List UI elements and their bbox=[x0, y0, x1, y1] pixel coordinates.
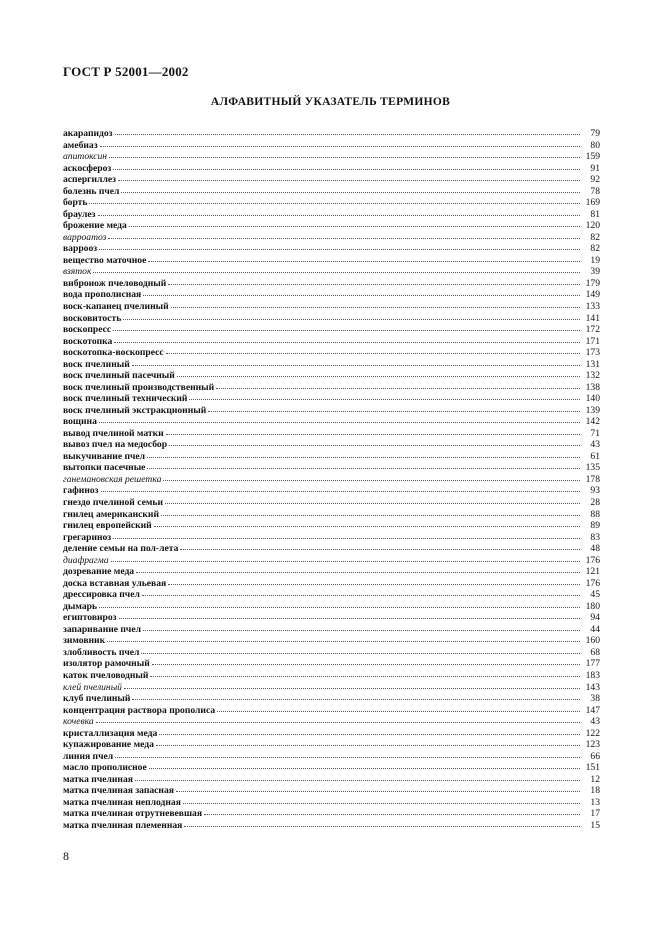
index-entry bbox=[63, 497, 600, 509]
dot-leader bbox=[99, 421, 580, 423]
index-term: дымарь bbox=[63, 600, 98, 612]
dot-leader bbox=[208, 410, 580, 412]
index-page-number: 173 bbox=[585, 347, 600, 359]
dot-leader bbox=[115, 133, 580, 135]
index-page-number: 172 bbox=[585, 324, 600, 336]
dot-leader bbox=[115, 756, 580, 758]
index-entry bbox=[63, 370, 600, 382]
index-term: клуб пчелиный bbox=[63, 693, 131, 705]
dot-leader bbox=[119, 617, 580, 619]
index-entry bbox=[63, 382, 600, 394]
index-entry bbox=[63, 532, 600, 544]
index-term: акарапидоз bbox=[63, 128, 113, 139]
index-page-number: 120 bbox=[585, 220, 600, 232]
dot-leader bbox=[163, 479, 580, 481]
index-page-number: 13 bbox=[590, 796, 600, 808]
index-term: вывод пчелиной матки bbox=[63, 427, 164, 439]
index-page-number: 183 bbox=[585, 669, 600, 681]
index-term: браулез bbox=[63, 208, 96, 220]
index-term: изолятор рамочный bbox=[63, 658, 150, 670]
index-page-number: 80 bbox=[590, 139, 600, 151]
index-term: клей пчелиный bbox=[63, 681, 122, 693]
index-page-number: 139 bbox=[585, 404, 600, 416]
index-page-number: 122 bbox=[585, 727, 600, 739]
dot-leader bbox=[216, 387, 580, 389]
index-term: варрооз bbox=[63, 243, 98, 255]
index-term: матка пчелиная неплодная bbox=[63, 796, 181, 808]
index-entry bbox=[63, 347, 600, 359]
index-entry bbox=[63, 439, 600, 451]
index-page-number: 138 bbox=[585, 381, 600, 393]
dot-leader bbox=[169, 444, 580, 446]
index-entry bbox=[63, 693, 600, 705]
index-entry bbox=[63, 739, 600, 751]
dot-leader bbox=[180, 548, 580, 550]
index-page-number: 121 bbox=[585, 566, 600, 578]
index-entry bbox=[63, 635, 600, 647]
index-page-number: 93 bbox=[590, 485, 600, 497]
index-term: воск пчелиный bbox=[63, 358, 130, 370]
index-term: выкучивание пчел bbox=[63, 450, 146, 462]
index-page-number: 89 bbox=[590, 520, 600, 532]
index-entry bbox=[63, 128, 600, 140]
index-page-number: 171 bbox=[585, 335, 600, 347]
dot-leader bbox=[124, 687, 580, 689]
index-term: воск пчелиный технический bbox=[63, 393, 188, 405]
index-term: болезнь пчел bbox=[63, 185, 120, 197]
index-entry bbox=[63, 220, 600, 232]
index-term: масло прополисное bbox=[63, 762, 147, 774]
index-page-number: 17 bbox=[590, 808, 600, 820]
dot-leader bbox=[149, 767, 580, 769]
index-page-number: 160 bbox=[585, 635, 600, 647]
dot-leader bbox=[168, 583, 580, 585]
index-entry bbox=[63, 774, 600, 786]
index-page-number: 141 bbox=[585, 312, 600, 324]
dot-leader bbox=[166, 352, 580, 354]
index-entry bbox=[63, 209, 600, 221]
index-entry bbox=[63, 428, 600, 440]
index-page-number: 71 bbox=[590, 427, 600, 439]
index-page-number: 48 bbox=[590, 543, 600, 555]
index-term: восковитость bbox=[63, 312, 122, 324]
index-entry bbox=[63, 197, 600, 209]
index-term: вытопки пасечные bbox=[63, 462, 146, 474]
index-page-number: 83 bbox=[590, 531, 600, 543]
index-term: запаривание пчел bbox=[63, 623, 141, 635]
index-page-number: 43 bbox=[590, 439, 600, 451]
dot-leader bbox=[99, 248, 580, 250]
index-term: аспергиллез bbox=[63, 174, 116, 186]
index-term: воск-капанец пчелиный bbox=[63, 300, 169, 312]
index-term: диафрагма bbox=[63, 554, 109, 566]
dot-leader bbox=[98, 214, 581, 216]
dot-leader bbox=[156, 744, 580, 746]
index-page-number: 140 bbox=[585, 393, 600, 405]
index-entry bbox=[63, 163, 600, 175]
index-page-number: 94 bbox=[590, 612, 600, 624]
dot-leader bbox=[204, 813, 580, 815]
dot-leader bbox=[96, 721, 580, 723]
page-title: АЛФАВИТНЫЙ УКАЗАТЕЛЬ ТЕРМИНОВ bbox=[210, 96, 451, 108]
index-page-number: 18 bbox=[590, 785, 600, 797]
dot-leader bbox=[148, 260, 580, 262]
dot-leader bbox=[113, 168, 580, 170]
index-term: воскотопка bbox=[63, 335, 113, 347]
dot-leader bbox=[100, 145, 580, 147]
index-page-number: 169 bbox=[585, 197, 600, 209]
index-entry bbox=[63, 808, 600, 820]
index-entry bbox=[63, 151, 600, 163]
index-term: дрессировка пчел bbox=[63, 589, 140, 601]
dot-leader bbox=[141, 652, 580, 654]
index-term: воск пчелиный экстракционный bbox=[63, 404, 207, 416]
index-page-number: 78 bbox=[590, 185, 600, 197]
dot-leader bbox=[152, 663, 580, 665]
index-entry bbox=[63, 174, 600, 186]
dot-leader bbox=[123, 318, 580, 320]
index-page-number: 132 bbox=[585, 370, 600, 382]
page-number: 8 bbox=[63, 849, 69, 863]
index-term: матка пчелиная запасная bbox=[63, 785, 174, 797]
index-entry bbox=[63, 797, 600, 809]
index-entry bbox=[63, 820, 600, 832]
dot-leader bbox=[168, 283, 580, 285]
index-term: кочевка bbox=[63, 716, 94, 728]
index-term: купажирование меда bbox=[63, 739, 154, 751]
index-page-number: 28 bbox=[590, 497, 600, 508]
dot-leader bbox=[154, 525, 580, 527]
index-term: амебиаз bbox=[63, 139, 98, 151]
index-term: зимовник bbox=[63, 635, 106, 647]
index-page-number: 149 bbox=[585, 289, 600, 301]
dot-leader bbox=[217, 710, 580, 712]
dot-leader bbox=[142, 594, 580, 596]
dot-leader bbox=[107, 640, 580, 642]
index-page-number: 88 bbox=[590, 508, 600, 520]
dot-leader bbox=[147, 456, 580, 458]
index-entry bbox=[63, 474, 600, 486]
index-entry bbox=[63, 647, 600, 659]
dot-leader bbox=[132, 364, 580, 366]
index-page-number: 177 bbox=[585, 658, 600, 670]
index-page-number: 43 bbox=[590, 716, 600, 728]
dot-leader bbox=[101, 490, 581, 492]
index-entry bbox=[63, 520, 600, 532]
dot-leader bbox=[108, 237, 580, 239]
index-entry bbox=[63, 313, 600, 325]
index-page-number: 15 bbox=[590, 819, 600, 831]
index-page-number: 147 bbox=[585, 704, 600, 716]
index-entry bbox=[63, 416, 600, 428]
index-page-number: 133 bbox=[585, 300, 600, 312]
index-term: воск пчелиный пасечный bbox=[63, 370, 175, 382]
index-page-number: 12 bbox=[590, 773, 600, 785]
dot-leader bbox=[109, 156, 580, 158]
dot-leader bbox=[143, 294, 580, 296]
dot-leader bbox=[113, 537, 580, 539]
index-term: дозревание меда bbox=[63, 566, 135, 578]
index-term: гнилец европейский bbox=[63, 520, 152, 532]
dot-leader bbox=[143, 629, 580, 631]
index-entry bbox=[63, 762, 600, 774]
dot-leader bbox=[147, 467, 580, 469]
index-page-number: 66 bbox=[590, 750, 600, 762]
index-entry bbox=[63, 705, 600, 717]
index-entry bbox=[63, 243, 600, 255]
dot-leader bbox=[166, 433, 580, 435]
index-page-number: 82 bbox=[590, 231, 600, 243]
index-term: матка пчелиная отрутневевшая bbox=[63, 808, 203, 820]
dot-leader bbox=[159, 733, 580, 735]
index-page-number: 151 bbox=[585, 762, 600, 774]
index-page-number: 178 bbox=[585, 473, 600, 485]
index-page-number: 142 bbox=[585, 416, 600, 428]
index-term: борть bbox=[63, 197, 88, 209]
index-page-number: 180 bbox=[585, 600, 600, 612]
index-term: вещество маточное bbox=[63, 254, 147, 266]
index-page-number: 44 bbox=[590, 623, 600, 635]
index-page-number: 19 bbox=[590, 254, 600, 266]
index-page-number: 45 bbox=[590, 589, 600, 601]
index-term: злобливость пчел bbox=[63, 646, 140, 658]
dot-leader bbox=[132, 698, 580, 700]
index-entry bbox=[63, 336, 600, 348]
index-entry bbox=[63, 612, 600, 624]
index-entry bbox=[63, 785, 600, 797]
index-entry bbox=[63, 543, 600, 555]
index-page-number: 179 bbox=[585, 277, 600, 289]
index-term: ганемановская решетка bbox=[63, 473, 162, 485]
index-entry bbox=[63, 278, 600, 290]
index-page-number: 131 bbox=[585, 358, 600, 370]
index-entry bbox=[63, 232, 600, 244]
index-entry bbox=[63, 266, 600, 278]
index-term: воскопресс bbox=[63, 324, 112, 336]
dot-leader bbox=[150, 675, 580, 677]
dot-leader bbox=[161, 514, 580, 516]
index-entry bbox=[63, 393, 600, 405]
index-term: вода прополисная bbox=[63, 289, 142, 301]
index-term: деление семьи на пол-лета bbox=[63, 543, 179, 555]
index-page-number: 68 bbox=[590, 646, 600, 658]
dot-leader bbox=[114, 341, 580, 343]
index-page-number: 123 bbox=[585, 739, 600, 751]
index-entry bbox=[63, 578, 600, 590]
index-term: взяток bbox=[63, 266, 92, 278]
index-term: грегариноз bbox=[63, 531, 112, 543]
dot-leader bbox=[171, 306, 580, 308]
dot-leader bbox=[129, 225, 580, 227]
index-entry bbox=[63, 359, 600, 371]
index-term: гнилец американский bbox=[63, 508, 159, 520]
index-entry bbox=[63, 324, 600, 336]
index-entry bbox=[63, 682, 600, 694]
index-term: линия пчел bbox=[63, 750, 114, 762]
index-term: воск пчелиный производственный bbox=[63, 381, 215, 393]
index-term: апитоксин bbox=[63, 151, 108, 163]
index-term: воскотопка-воскопресс bbox=[63, 347, 164, 359]
index-entry bbox=[63, 462, 600, 474]
index-term: варроатоз bbox=[63, 231, 107, 243]
index-term: вощина bbox=[63, 416, 97, 428]
index-page-number: 79 bbox=[590, 128, 600, 139]
term-index-list bbox=[63, 128, 600, 831]
index-page-number: 91 bbox=[590, 162, 600, 174]
index-term: египтовироз bbox=[63, 612, 117, 624]
index-term: кристаллизация меда bbox=[63, 727, 158, 739]
index-term: гнездо пчелиной семьи bbox=[63, 497, 163, 508]
index-entry bbox=[63, 728, 600, 740]
index-entry bbox=[63, 186, 600, 198]
index-page-number: 176 bbox=[585, 554, 600, 566]
dot-leader bbox=[135, 779, 580, 781]
index-term: матка пчелиная племенная bbox=[63, 819, 183, 831]
index-term: каток пчеловодный bbox=[63, 669, 149, 681]
dot-leader bbox=[121, 191, 580, 193]
dot-leader bbox=[177, 375, 580, 377]
index-entry bbox=[63, 140, 600, 152]
index-entry bbox=[63, 589, 600, 601]
dot-leader bbox=[99, 606, 580, 608]
index-term: аскосфероз bbox=[63, 162, 112, 174]
index-term: брожение меда bbox=[63, 220, 127, 232]
dot-leader bbox=[136, 571, 580, 573]
index-entry bbox=[63, 555, 600, 567]
index-term: вывоз пчел на медосбор bbox=[63, 439, 168, 451]
dot-leader bbox=[89, 202, 580, 204]
index-entry bbox=[63, 289, 600, 301]
index-entry bbox=[63, 485, 600, 497]
index-entry bbox=[63, 405, 600, 417]
index-page-number: 81 bbox=[590, 208, 600, 220]
dot-leader bbox=[93, 271, 580, 273]
index-term: концентрация раствора прополиса bbox=[63, 704, 216, 716]
index-entry bbox=[63, 255, 600, 267]
index-entry bbox=[63, 566, 600, 578]
index-entry bbox=[63, 509, 600, 521]
dot-leader bbox=[118, 179, 580, 181]
dot-leader bbox=[184, 825, 580, 827]
index-term: виброиож пчеловодный bbox=[63, 277, 167, 289]
index-entry bbox=[63, 601, 600, 613]
document-header: ГОСТ Р 52001—2002 bbox=[63, 64, 189, 79]
index-page-number: 92 bbox=[590, 174, 600, 186]
index-term: доска вставная ульевая bbox=[63, 577, 167, 589]
index-page-number: 159 bbox=[585, 151, 600, 163]
index-entry bbox=[63, 751, 600, 763]
index-page-number: 61 bbox=[590, 450, 600, 462]
index-entry bbox=[63, 658, 600, 670]
dot-leader bbox=[111, 560, 580, 562]
index-page-number: 82 bbox=[590, 243, 600, 255]
index-entry bbox=[63, 301, 600, 313]
dot-leader bbox=[189, 398, 580, 400]
index-page-number: 135 bbox=[585, 462, 600, 474]
dot-leader bbox=[165, 502, 580, 504]
index-entry bbox=[63, 624, 600, 636]
index-term: гафиноз bbox=[63, 485, 99, 497]
index-term: матка пчелиная bbox=[63, 773, 133, 785]
index-page-number: 176 bbox=[585, 577, 600, 589]
dot-leader bbox=[113, 329, 580, 331]
index-entry bbox=[63, 716, 600, 728]
index-page-number: 38 bbox=[590, 693, 600, 705]
index-entry bbox=[63, 670, 600, 682]
index-page-number: 39 bbox=[590, 266, 600, 278]
index-page-number: 143 bbox=[585, 681, 600, 693]
dot-leader bbox=[176, 790, 580, 792]
index-entry bbox=[63, 451, 600, 463]
dot-leader bbox=[183, 802, 580, 804]
